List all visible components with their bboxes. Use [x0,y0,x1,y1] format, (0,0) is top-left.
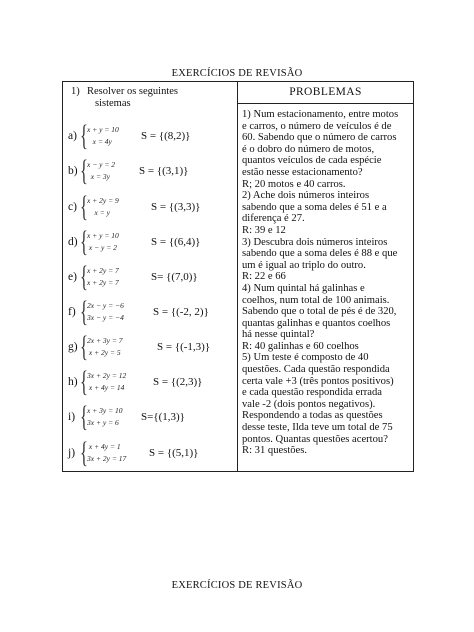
problem-line: sabendo que a soma deles é 51 e a [242,201,387,213]
problem-line: e cada questão respondida errada [242,387,382,399]
header-divider [237,103,413,104]
problem-line: um é igual ao triplo do outro. [242,259,366,271]
problem-line: certa vale +3 (três pontos positivos) [242,375,394,387]
problem-line: diferença é 27. [242,213,305,225]
problem-line: questões. Cada questão respondida [242,364,390,376]
equation-1: x + 2y = 7 [87,266,119,275]
problem-line: R: 40 galinhas e 60 coelhos [242,340,359,352]
system-row [63,119,237,155]
equation-2: x + 2y = 5 [87,348,121,357]
system-label: j) [68,447,76,459]
brace-symbol: { [80,154,88,187]
system-equations [87,441,126,465]
system-row [63,330,237,366]
equation-1: x + 4y = 1 [87,442,121,451]
system-equations [87,230,119,254]
system-row [63,365,237,401]
equation-2: x + 2y = 7 [87,278,119,287]
solution-set: S = {(8,2)} [141,130,191,142]
system-equations [87,370,126,394]
equation-2: x = y [87,208,110,217]
problem-line: 5) Um teste é composto de 40 [242,352,369,364]
problem-line: Sabendo que o total de pés é de 320, [242,306,397,318]
solution-set: S = {(-1,3)} [157,341,211,353]
problem-line: coelhos, num total de 100 animais. [242,294,390,306]
problems-heading: PROBLEMAS [289,86,362,98]
page-title: EXERCÍCIOS DE REVISÃO [171,68,303,79]
equation-1: 2x + 3y = 7 [87,336,123,345]
brace-symbol: { [80,436,88,469]
problem-line: R; 20 motos e 40 carros. [242,178,346,190]
equation-2: x + 4y = 14 [87,383,125,392]
heading-line-1: Resolver os seguintes [87,86,178,97]
problem-line: 3) Descubra dois números inteiros [242,236,388,248]
problem-line: 4) Num quintal há galinhas e [242,282,365,294]
problem-line: estão nesse estacionamento? [242,166,363,178]
system-label: d) [68,236,78,248]
brace-symbol: { [80,400,88,433]
problem-line: 60. Sabendo que o número de carros [242,132,397,144]
equation-2: 3x + 2y = 17 [87,454,127,463]
equation-2: x = 4y [87,137,112,146]
problem-line: R: 31 questões. [242,445,308,457]
system-row [63,295,237,331]
solution-set: S = {(-2, 2)} [153,306,209,318]
brace-symbol: { [80,225,88,258]
heading-number: 1) [71,86,80,97]
equation-1: x + 3y = 10 [87,406,123,415]
equation-1: x + y = 10 [87,231,119,240]
system-row [63,436,237,472]
equation-1: x + 2y = 9 [87,196,119,205]
system-label: a) [68,130,77,142]
solution-set: S = {(5,1)} [149,447,199,459]
solution-set: S={(1,3)} [141,411,185,423]
equation-1: x + y = 10 [87,125,119,134]
system-label: e) [68,271,77,283]
system-equations [87,300,124,324]
system-row [63,260,237,296]
heading-line-2: sistemas [95,98,131,109]
system-equations [87,335,123,359]
column-divider [237,82,238,471]
problem-line: R: 39 e 12 [242,224,286,236]
system-equations [87,124,119,148]
equation-1: x − y = 2 [87,160,116,169]
problem-line: quantas galinhas e quantos coelhos [242,317,391,329]
equation-2: 3x − y = −4 [87,313,124,322]
equation-2: 3x + y = 6 [87,418,119,427]
system-equations [87,405,123,429]
system-label: f) [68,306,76,318]
brace-symbol: { [80,260,88,293]
systems-heading [67,86,233,110]
system-equations [87,265,119,289]
system-row [63,225,237,261]
brace-symbol: { [80,330,88,363]
problem-line: desse teste, Ilda teve um total de 75 [242,422,393,434]
system-label: h) [68,376,78,388]
system-row [63,190,237,226]
brace-symbol: { [80,190,88,223]
equation-1: 2x − y = −6 [87,301,124,310]
problem-line: é o dobro do número de motos, [242,143,375,155]
problem-line: 1) Num estacionamento, entre motos [242,109,399,120]
brace-symbol: { [80,119,88,152]
solution-set: S = {(6,4)} [151,236,201,248]
exercise-table [62,81,414,472]
problem-line: Respondendo a todas as questões [242,410,383,422]
problem-line: quantos veículos de cada espécie [242,155,382,167]
solution-set: S= {(7,0)} [151,271,198,283]
footer-title: EXERCÍCIOS DE REVISÃO [171,580,303,591]
solution-set: S = {(3,3)} [151,201,201,213]
problem-line: vale -2 (dois pontos negativos). [242,398,376,410]
system-label: g) [68,341,78,353]
system-label: c) [68,201,77,213]
equation-1: 3x + 2y = 12 [87,371,127,380]
solution-set: S = {(2,3)} [153,376,203,388]
system-row [63,154,237,190]
equation-2: x − y = 2 [87,243,117,252]
problem-line: 2) Ache dois números inteiros [242,190,370,202]
problem-line: R: 22 e 66 [242,271,286,283]
brace-symbol: { [80,365,88,398]
brace-symbol: { [80,295,88,328]
equation-2: x = 3y [87,172,110,181]
solution-set: S = {(3,1)} [139,165,189,177]
problems-text [242,109,412,457]
problem-line: pontos. Quantas questões acertou? [242,433,388,445]
system-label: i) [68,411,76,423]
system-label: b) [68,165,78,177]
system-equations [87,159,115,183]
problem-line: sabendo que a soma deles é 88 e que [242,248,398,260]
problem-line: há nesse quintal? [242,329,315,341]
problem-line: e carros, o número de veículos é de [242,120,392,132]
system-row [63,400,237,436]
system-equations [87,195,119,219]
